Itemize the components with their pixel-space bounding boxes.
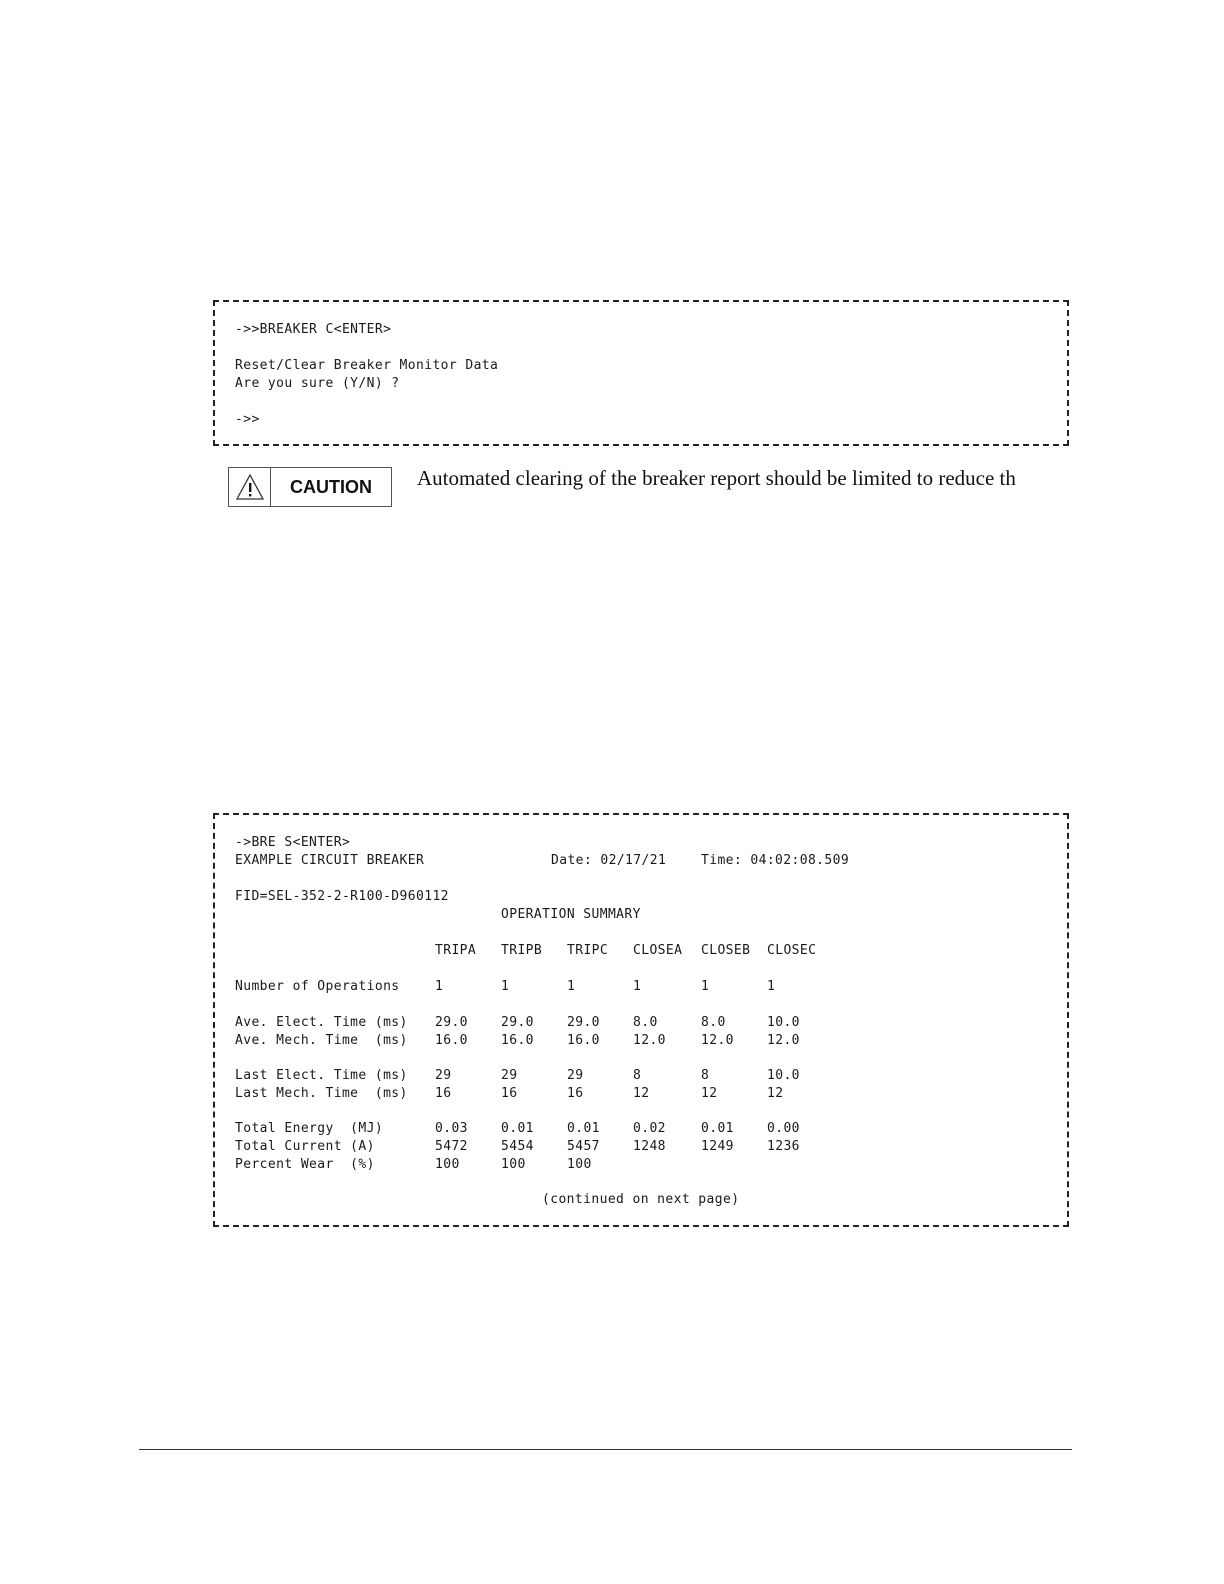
report-time: Time: 04:02:08.509 <box>701 853 850 868</box>
row-value: 1 <box>767 979 776 994</box>
row-value: 16.0 <box>567 1033 600 1048</box>
terminal-command-line: ->BRE S<ENTER> <box>235 835 351 850</box>
terminal-confirm-question: Are you sure (Y/N) ? <box>235 376 400 391</box>
caution-icon-cell <box>229 468 271 506</box>
terminal-command-line: ->>BREAKER C<ENTER> <box>235 322 392 337</box>
caution-badge <box>228 467 392 507</box>
breaker-name: EXAMPLE CIRCUIT BREAKER <box>235 853 425 868</box>
row-value: 16.0 <box>435 1033 468 1048</box>
row-label: Ave. Mech. Time (ms) <box>235 1033 408 1048</box>
row-value: 0.00 <box>767 1121 800 1136</box>
report-date: Date: 02/17/21 <box>551 853 667 868</box>
row-value: 100 <box>501 1157 526 1172</box>
row-value: 5457 <box>567 1139 600 1154</box>
row-value: 1236 <box>767 1139 800 1154</box>
row-value: 1 <box>501 979 510 994</box>
caution-label: CAUTION <box>290 476 372 497</box>
row-value: 12 <box>633 1086 650 1101</box>
terminal-prompt: ->> <box>235 412 260 427</box>
terminal-output-breaker-reset <box>213 300 1069 446</box>
row-value: 1 <box>701 979 710 994</box>
row-value: 29.0 <box>435 1015 468 1030</box>
row-value: 10.0 <box>767 1015 800 1030</box>
row-value: 16 <box>435 1086 452 1101</box>
row-value: 29 <box>435 1068 452 1083</box>
row-value: 12 <box>701 1086 718 1101</box>
row-label: Total Current (A) <box>235 1139 375 1154</box>
row-value: 5472 <box>435 1139 468 1154</box>
row-label: Percent Wear (%) <box>235 1157 375 1172</box>
row-value: 1 <box>633 979 642 994</box>
footer-divider <box>139 1449 1072 1450</box>
row-value: 1249 <box>701 1139 734 1154</box>
row-value: 1 <box>435 979 444 994</box>
row-value: 100 <box>435 1157 460 1172</box>
row-value: 29 <box>567 1068 584 1083</box>
row-value: 0.01 <box>567 1121 600 1136</box>
row-value: 12.0 <box>701 1033 734 1048</box>
column-header: TRIPB <box>501 943 543 958</box>
column-header: TRIPA <box>435 943 477 958</box>
row-value: 0.01 <box>501 1121 534 1136</box>
column-header: CLOSEB <box>701 943 751 958</box>
row-value: 100 <box>567 1157 592 1172</box>
row-value: 0.03 <box>435 1121 468 1136</box>
row-value: 16.0 <box>501 1033 534 1048</box>
row-value: 29.0 <box>567 1015 600 1030</box>
row-value: 8 <box>701 1068 710 1083</box>
summary-heading: OPERATION SUMMARY <box>501 907 641 922</box>
row-value: 10.0 <box>767 1068 800 1083</box>
row-label: Total Energy (MJ) <box>235 1121 384 1136</box>
warning-triangle-icon <box>235 472 265 502</box>
caution-text: Automated clearing of the breaker report should be limited to reduce th <box>417 466 1016 490</box>
column-header: CLOSEA <box>633 943 683 958</box>
row-label: Last Elect. Time (ms) <box>235 1068 408 1083</box>
row-value: 1 <box>567 979 576 994</box>
row-label: Last Mech. Time (ms) <box>235 1086 408 1101</box>
row-label: Number of Operations <box>235 979 400 994</box>
row-value: 8.0 <box>633 1015 658 1030</box>
row-value: 0.01 <box>701 1121 734 1136</box>
terminal-prompt-title: Reset/Clear Breaker Monitor Data <box>235 358 499 373</box>
row-value: 16 <box>501 1086 518 1101</box>
row-value: 29.0 <box>501 1015 534 1030</box>
row-value: 8.0 <box>701 1015 726 1030</box>
terminal-output-breaker-summary <box>213 813 1069 1227</box>
row-value: 0.02 <box>633 1121 666 1136</box>
relay-fid: FID=SEL-352-2-R100-D960112 <box>235 889 449 904</box>
row-value: 12 <box>767 1086 784 1101</box>
column-header: TRIPC <box>567 943 609 958</box>
row-value: 8 <box>633 1068 642 1083</box>
row-value: 12.0 <box>633 1033 666 1048</box>
row-value: 5454 <box>501 1139 534 1154</box>
row-value: 1248 <box>633 1139 666 1154</box>
row-value: 29 <box>501 1068 518 1083</box>
column-header: CLOSEC <box>767 943 817 958</box>
row-value: 16 <box>567 1086 584 1101</box>
continued-note: (continued on next page) <box>542 1192 740 1207</box>
row-label: Ave. Elect. Time (ms) <box>235 1015 408 1030</box>
row-value: 12.0 <box>767 1033 800 1048</box>
